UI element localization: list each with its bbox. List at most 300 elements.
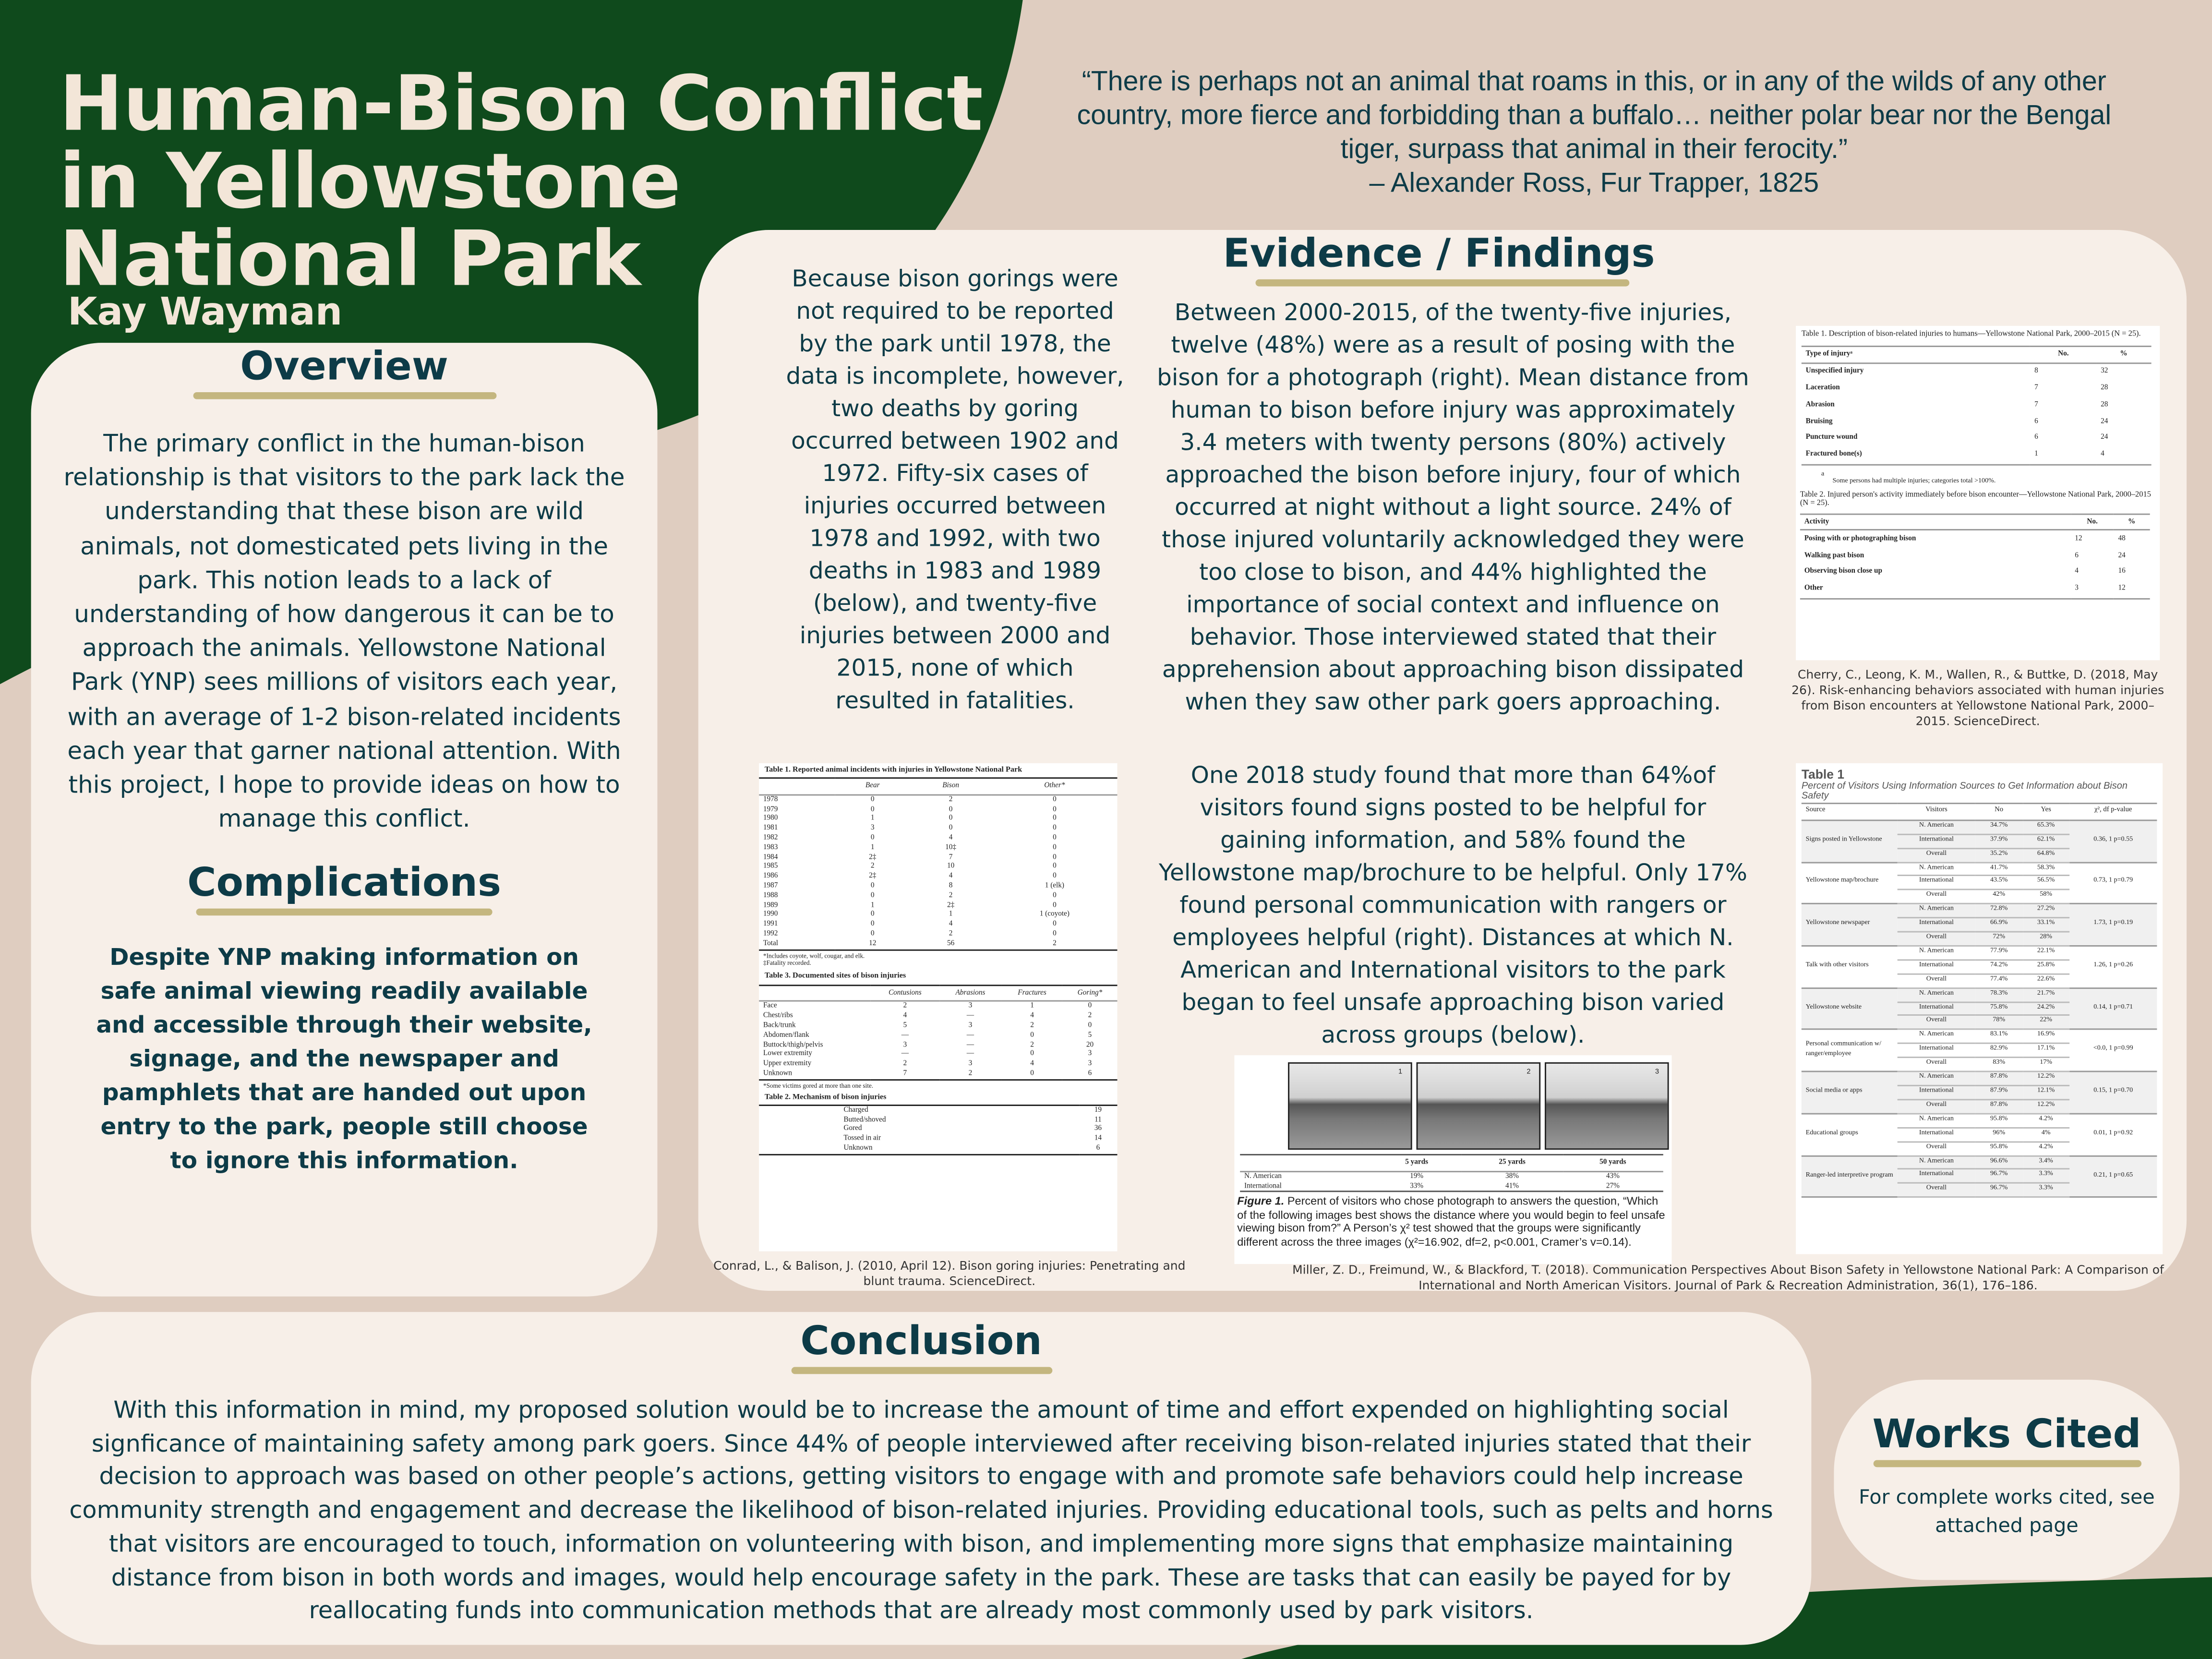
column-header bbox=[1240, 1154, 1371, 1171]
table-cell: 74.2% bbox=[1975, 960, 2022, 974]
header-row bbox=[759, 778, 1117, 795]
table-cell: 96% bbox=[1975, 1128, 2022, 1142]
column-header bbox=[759, 778, 835, 795]
table-cell: — bbox=[966, 1011, 974, 1021]
table-cell: Puncture wound bbox=[1805, 433, 1858, 443]
table-row bbox=[759, 1069, 1117, 1079]
table-cell: International bbox=[1898, 918, 1976, 932]
table-cell: 35.2% bbox=[1975, 848, 2022, 862]
table-title: Table 2. Injured person's activity immediately before bison encounter—Yellowstone National Park, 2000–2015 (N = 25). bbox=[1800, 490, 2151, 507]
table-note: *Includes coyote, wolf, cougar, and elk. bbox=[763, 951, 865, 959]
table-cell: 7 bbox=[2034, 384, 2038, 393]
column-header: No bbox=[1975, 804, 2022, 820]
table-cell: Overall bbox=[1898, 1058, 1976, 1071]
table-cell: 6 bbox=[2075, 551, 2079, 560]
table-cell: 24.2% bbox=[2022, 1002, 2069, 1016]
column-header: Type of injuryᵃ bbox=[1802, 346, 2030, 363]
stat-cell: 0.73, 1 p=0.79 bbox=[2069, 862, 2157, 904]
evidence-card bbox=[698, 230, 2187, 1294]
table-row bbox=[1802, 946, 2157, 960]
table-row bbox=[1800, 548, 2150, 565]
table-cell: 20 bbox=[1086, 1040, 1094, 1049]
quote-line: “There is perhaps not an animal that roams in this, or in any of the wilds of any other bbox=[1082, 66, 2106, 97]
table-label: Table 1 bbox=[1801, 767, 1845, 782]
table-row bbox=[759, 920, 1117, 930]
table-cell: 6 bbox=[2034, 433, 2038, 443]
table-cell: 12 bbox=[2075, 534, 2082, 543]
table-cell: Abrasion bbox=[1805, 400, 1835, 409]
source-cell: Educational groups bbox=[1802, 1114, 1898, 1155]
table-cell: Laceration bbox=[1805, 384, 1840, 393]
table-cell: 28 bbox=[2101, 384, 2108, 393]
table-cell: 2‡ bbox=[869, 853, 877, 862]
table-cell: 4 bbox=[949, 872, 953, 881]
header-row bbox=[1240, 1154, 1663, 1171]
table-row bbox=[1802, 397, 2151, 414]
table-cell: 83% bbox=[1975, 1058, 2022, 1071]
table-cell: Gored bbox=[843, 1125, 862, 1133]
table-title: Percent of Visitors Using Information Sources to Get Information about Bison Safety bbox=[1801, 781, 2128, 802]
table-cell: 6 bbox=[1096, 1144, 1100, 1153]
table-cell: Total bbox=[763, 939, 779, 948]
table-cell: 28 bbox=[2101, 400, 2108, 409]
table-cell: Overall bbox=[1898, 1142, 1976, 1155]
table-cell: Unspecified injury bbox=[1805, 367, 1864, 376]
stat-cell: 1.73, 1 p=0.19 bbox=[2069, 904, 2157, 946]
table-cell: 3 bbox=[968, 1002, 973, 1011]
table-note: ‡Fatality recorded. bbox=[763, 959, 811, 966]
bison-photo bbox=[1545, 1062, 1669, 1150]
table-cell: 7 bbox=[949, 853, 953, 862]
evidence-heading: Evidence / Findings bbox=[1223, 230, 1655, 277]
column-header: Source bbox=[1802, 804, 1898, 820]
source-cell: Yellowstone website bbox=[1802, 988, 1898, 1030]
table-cell: 66.9% bbox=[1975, 918, 2022, 932]
table-cell: 2 bbox=[949, 891, 953, 900]
table-row bbox=[759, 843, 1117, 853]
table-cell: 3 bbox=[2075, 584, 2079, 593]
table-cell: 41.7% bbox=[1975, 862, 2022, 876]
table-cell: 82.9% bbox=[1975, 1044, 2022, 1058]
table-cell: 58% bbox=[2022, 890, 2069, 904]
table-cell: N. American bbox=[1898, 946, 1976, 960]
table-notes bbox=[759, 950, 1117, 967]
figure-caption bbox=[1234, 1192, 1671, 1249]
table-cell: 0 bbox=[870, 795, 875, 804]
table-cell: Unknown bbox=[763, 1069, 793, 1078]
table-cell: 0 bbox=[1053, 843, 1057, 852]
table-cell: 24 bbox=[2101, 417, 2108, 426]
table-cell: 37.9% bbox=[1975, 834, 2022, 848]
table-cell: 2 bbox=[1030, 1040, 1034, 1049]
column-header: Fractures bbox=[1002, 985, 1063, 1001]
table-cell: 48 bbox=[2118, 534, 2126, 543]
table-row bbox=[1802, 1155, 2157, 1169]
table-cell: — bbox=[901, 1050, 909, 1059]
table-cell: 96.6% bbox=[1975, 1155, 2022, 1169]
table-cell: 0 bbox=[870, 833, 875, 842]
table-cell: 0 bbox=[1030, 1069, 1034, 1078]
table-row bbox=[1802, 988, 2157, 1002]
table-row bbox=[759, 853, 1117, 863]
overview-text: The primary conflict in the human-bison relationship is that visitors to the park lack the understanding that these bison are wild animals, not domesticated pets living in the park. This notion leads to a lack of understanding of how dangerous it can be to approach the animals. Yellowstone National Park (YNP) sees millions of visitors each year, with an average of 1-2 bison-related incidents each year that garner national attention. With this project, I hope to provide ideas on how to manage this conflict. bbox=[63, 430, 625, 834]
table-cell: International bbox=[1898, 1169, 1976, 1183]
table-cell: 87.9% bbox=[1975, 1085, 2022, 1099]
table-row bbox=[1802, 820, 2157, 834]
caption-text: Percent of visitors who chose photograph to answers the question, “Which of the following images best shows the distance where you would begin to feel unsafe viewing bison from?” A Person’s χ² test showed that the groups were significantly different across the three images (χ²=16.902, df=2, p<0.001, Cramer’s v=0.14). bbox=[1237, 1195, 1665, 1249]
table-cell: 1 bbox=[2034, 450, 2038, 459]
table-cell: Abdomen/flank bbox=[763, 1031, 809, 1040]
table-row bbox=[759, 891, 1117, 901]
table-cell: 0 bbox=[870, 920, 875, 929]
table-cell: Overall bbox=[1898, 1183, 1976, 1197]
table-cell: 21.7% bbox=[2022, 988, 2069, 1002]
table-cell: 0 bbox=[1053, 920, 1057, 929]
table-cell: 14 bbox=[1094, 1134, 1102, 1143]
table-cell: 0 bbox=[949, 824, 953, 833]
table-cell: 6 bbox=[2034, 417, 2038, 426]
table-cell: Bruising bbox=[1805, 417, 1833, 426]
table-cell: 5 bbox=[1088, 1031, 1092, 1040]
table-cell: 0 bbox=[870, 929, 875, 938]
table-cell: 43% bbox=[1606, 1172, 1620, 1181]
table-cell: 2 bbox=[968, 1069, 973, 1078]
table-cell: 1978 bbox=[763, 795, 778, 804]
table-cell: Posing with or photographing bison bbox=[1804, 534, 1916, 543]
table-note: *Some victims gored at more than one site. bbox=[763, 1082, 874, 1089]
table-cell: 62.1% bbox=[2022, 834, 2069, 848]
table-cell: Observing bison close up bbox=[1804, 567, 1882, 577]
table-row bbox=[759, 1144, 1117, 1154]
table-row bbox=[759, 1125, 1117, 1134]
table-cell: 2 bbox=[1088, 1011, 1092, 1021]
table-cell: Butted/shoved bbox=[843, 1115, 886, 1124]
works-cited-heading: Works Cited bbox=[1872, 1410, 2141, 1457]
table-cell: N. American bbox=[1898, 1030, 1976, 1044]
overview-heading: Overview bbox=[240, 343, 448, 390]
column-header: Goring* bbox=[1062, 985, 1117, 1001]
table-row bbox=[759, 1134, 1117, 1144]
table-cell: International bbox=[1898, 834, 1976, 848]
table-cell: Fractured bone(s) bbox=[1805, 450, 1862, 459]
table-cell: 4 bbox=[949, 920, 953, 929]
quote bbox=[987, 65, 2200, 200]
table-cell: 32 bbox=[2101, 367, 2108, 376]
source-cell: Ranger-led interpretive program bbox=[1802, 1155, 1898, 1197]
table-cell: N. American bbox=[1898, 1155, 1976, 1169]
table-cell: Back/trunk bbox=[763, 1021, 796, 1030]
table-cell: 64.8% bbox=[2022, 848, 2069, 862]
injury-mechanism-table bbox=[759, 1104, 1117, 1155]
table-cell: 1981 bbox=[763, 824, 778, 833]
table-cell: Buttock/thigh/pelvis bbox=[763, 1040, 823, 1049]
table-cell: 41% bbox=[1505, 1181, 1519, 1190]
works-cited-card bbox=[1834, 1380, 2179, 1580]
table-row bbox=[1802, 380, 2151, 397]
table-row bbox=[759, 794, 1117, 805]
table-cell: 17.1% bbox=[2022, 1044, 2069, 1058]
table-cell: 0 bbox=[1030, 1031, 1034, 1040]
conrad-citation: Conrad, L., & Balison, J. (2010, April 12). Bison goring injuries: Penetrating and blunt trauma. ScienceDirect. bbox=[713, 1260, 1186, 1290]
table-cell: 0 bbox=[1030, 1050, 1034, 1059]
table-cell: 1988 bbox=[763, 891, 778, 900]
table-row bbox=[1802, 1071, 2157, 1085]
column-header: No. bbox=[2070, 514, 2114, 530]
table-cell: 1979 bbox=[763, 805, 778, 814]
table-cell: 2 bbox=[903, 1059, 907, 1069]
table-cell: 8 bbox=[949, 881, 953, 890]
table-cell: 3 bbox=[968, 1021, 973, 1030]
column-header bbox=[759, 985, 871, 1001]
table-cell: 27% bbox=[1606, 1181, 1620, 1190]
table-cell: 0 bbox=[949, 805, 953, 814]
table-cell: Chest/ribs bbox=[763, 1011, 793, 1021]
table-cell: 25.8% bbox=[2022, 960, 2069, 974]
table-cell: 3.4% bbox=[2022, 1155, 2069, 1169]
table-cell: International bbox=[1898, 1085, 1976, 1099]
table-cell: 34.7% bbox=[1975, 820, 2022, 834]
table-cell: 0 bbox=[1053, 862, 1057, 871]
injury-sites-table bbox=[759, 984, 1117, 1080]
table-cell: 2‡ bbox=[869, 872, 877, 881]
table-row bbox=[759, 1050, 1117, 1059]
table-cell: 19% bbox=[1410, 1172, 1424, 1181]
table-cell: 0 bbox=[1053, 901, 1057, 910]
header-row bbox=[759, 985, 1117, 1001]
table-cell: International bbox=[1898, 876, 1976, 890]
table-row bbox=[759, 1059, 1117, 1069]
table-cell: 0 bbox=[1088, 1021, 1092, 1030]
table-cell: — bbox=[966, 1031, 974, 1040]
table-cell: 12 bbox=[2118, 584, 2126, 593]
table-cell: 2 bbox=[949, 929, 953, 938]
table-cell: 77.9% bbox=[1975, 946, 2022, 960]
table-row bbox=[759, 1040, 1117, 1050]
table-cell: 12 bbox=[869, 939, 877, 948]
caption-label: Figure 1. bbox=[1237, 1195, 1285, 1208]
table-cell: 4 bbox=[2101, 450, 2104, 459]
quote-attribution: – Alexander Ross, Fur Trapper, 1825 bbox=[1369, 168, 1819, 199]
stat-cell: 0.15, 1 p=0.70 bbox=[2069, 1071, 2157, 1113]
table-cell: Other bbox=[1804, 584, 1823, 593]
table-cell: 0 bbox=[1053, 833, 1057, 842]
table-cell: 6 bbox=[1088, 1069, 1092, 1078]
table-cell: 1 bbox=[870, 814, 875, 823]
table-cell: 0 bbox=[870, 910, 875, 919]
table-row bbox=[759, 1001, 1117, 1011]
table-cell: Walking past bison bbox=[1804, 551, 1864, 560]
table-row bbox=[759, 901, 1117, 911]
table-cell: — bbox=[966, 1050, 974, 1059]
table-cell: 0 bbox=[870, 891, 875, 900]
table-cell: 95.8% bbox=[1975, 1114, 2022, 1128]
table-row bbox=[759, 805, 1117, 815]
animal-incidents-table bbox=[759, 777, 1117, 950]
table-row bbox=[759, 930, 1117, 939]
table-cell: Overall bbox=[1898, 890, 1976, 904]
table-row bbox=[759, 939, 1117, 949]
bison-photo bbox=[1417, 1062, 1541, 1150]
table-cell: — bbox=[901, 1031, 909, 1040]
table-cell: 33% bbox=[1410, 1181, 1424, 1190]
quote-line: country, more fierce and forbidding than a buffalo… neither polar bear nor the Bengal bbox=[1077, 100, 2112, 132]
table-row bbox=[759, 882, 1117, 891]
table-cell: 75.8% bbox=[1975, 1002, 2022, 1016]
table-row bbox=[1240, 1171, 1663, 1181]
injury-types-table bbox=[1802, 346, 2151, 465]
source-cell: Yellowstone newspaper bbox=[1802, 904, 1898, 946]
stat-cell: 0.21, 1 p=0.65 bbox=[2069, 1155, 2157, 1197]
table-row bbox=[1802, 1114, 2157, 1128]
table-row bbox=[1802, 1030, 2157, 1044]
table-cell: N. American bbox=[1244, 1172, 1282, 1181]
heading-underline bbox=[192, 392, 496, 399]
column-header: Contusions bbox=[871, 985, 939, 1001]
title-line: in Yellowstone bbox=[59, 137, 681, 226]
heading-underline bbox=[1873, 1460, 2140, 1467]
column-header: % bbox=[2096, 346, 2151, 363]
table-cell: N. American bbox=[1898, 820, 1976, 834]
title-line: Human-Bison Conflict bbox=[59, 59, 984, 148]
table-cell: 4.2% bbox=[2022, 1142, 2069, 1155]
header-row bbox=[1800, 514, 2150, 530]
table-cell: N. American bbox=[1898, 904, 1976, 918]
table-cell: 17% bbox=[2022, 1058, 2069, 1071]
table-row bbox=[1800, 564, 2150, 581]
table-cell: 95.8% bbox=[1975, 1142, 2022, 1155]
distance-table bbox=[1240, 1154, 1663, 1192]
table-cell: Lower extremity bbox=[763, 1050, 812, 1059]
table-row bbox=[759, 911, 1117, 920]
table-title: Table 1. Description of bison-related injuries to humans—Yellowstone National Park, 2000–2015 (N = 25). bbox=[1801, 330, 2141, 339]
table-cell: Overall bbox=[1898, 1100, 1976, 1114]
table-cell: 0 bbox=[1053, 929, 1057, 938]
table-cell: 3 bbox=[968, 1059, 973, 1069]
table-cell: 4% bbox=[2022, 1128, 2069, 1142]
table-cell: 65.3% bbox=[2022, 820, 2069, 834]
table-cell: 22% bbox=[2022, 1016, 2069, 1030]
table-cell: 3.3% bbox=[2022, 1169, 2069, 1183]
note-mark: a bbox=[1821, 470, 1825, 478]
table-cell: 0 bbox=[1053, 891, 1057, 900]
table-cell: 2‡ bbox=[947, 901, 955, 910]
table-row bbox=[759, 815, 1117, 824]
cherry-citation: Cherry, C., Leong, K. M., Wallen, R., & Buttke, D. (2018, May 26). Risk-enhancing behaviors associated with human injuries from Bison encounters at Yellowstone National Park, 2000–2015. ScienceDirect. bbox=[1791, 668, 2164, 730]
table-cell: 3 bbox=[1088, 1050, 1092, 1059]
table-cell: 78% bbox=[1975, 1016, 2022, 1030]
table-cell: 22.6% bbox=[2022, 974, 2069, 988]
table-cell: N. American bbox=[1898, 1114, 1976, 1128]
table-cell: 4 bbox=[903, 1011, 907, 1021]
table-cell: 0 bbox=[1053, 805, 1057, 814]
table-row bbox=[759, 824, 1117, 834]
source-cell: Social media or apps bbox=[1802, 1071, 1898, 1113]
table-cell: 1990 bbox=[763, 910, 778, 919]
table-cell: 12.2% bbox=[2022, 1071, 2069, 1085]
miller-citation: Miller, Z. D., Freimund, W., & Blackford, T. (2018). Communication Perspectives About Bison Safety in Yellowstone National Park: A Comparison of International and North American Visitors. Journal of Park & Recreation Administration, 36(1), 176–186. bbox=[1292, 1264, 2164, 1294]
table-title: Table 1. Reported animal incidents with injuries in Yellowstone National Park bbox=[764, 766, 1022, 775]
table-cell: 3 bbox=[870, 824, 875, 833]
photo-number: 1 bbox=[1398, 1068, 1403, 1077]
table-cell: 4 bbox=[2075, 567, 2079, 577]
table-cell: 0 bbox=[1053, 824, 1057, 833]
conclusion-card bbox=[31, 1312, 1812, 1645]
works-cited-text: For complete works cited, see attached page bbox=[1859, 1487, 2155, 1538]
table-cell: 28% bbox=[2022, 932, 2069, 946]
table-row bbox=[1802, 430, 2151, 447]
table-cell: 72% bbox=[1975, 932, 2022, 946]
table-cell: 77.4% bbox=[1975, 974, 2022, 988]
table-cell: 10 bbox=[947, 862, 955, 871]
table-cell: 72.8% bbox=[1975, 904, 2022, 918]
table-cell: 22.1% bbox=[2022, 946, 2069, 960]
table-row bbox=[1802, 363, 2151, 380]
stat-cell: 0.36, 1 p=0.55 bbox=[2069, 820, 2157, 862]
table-cell: Face bbox=[763, 1002, 777, 1011]
table-cell: 1 bbox=[870, 843, 875, 852]
table-row bbox=[1802, 414, 2151, 431]
table-cell: 42% bbox=[1975, 890, 2022, 904]
column-header: Activity bbox=[1800, 514, 2071, 530]
table-row bbox=[759, 1105, 1117, 1115]
table-cell: 33.1% bbox=[2022, 918, 2069, 932]
source-cell: Signs posted in Yellowstone bbox=[1802, 820, 1898, 862]
column-header: 5 yards bbox=[1371, 1154, 1462, 1171]
table-cell: 0 bbox=[870, 805, 875, 814]
table-cell: 1 bbox=[1030, 1002, 1034, 1011]
table-cell: International bbox=[1244, 1181, 1282, 1190]
table-cell: 56.5% bbox=[2022, 876, 2069, 890]
table-cell: 16 bbox=[2118, 567, 2126, 577]
table-row bbox=[1240, 1182, 1663, 1192]
table-row bbox=[1802, 862, 2157, 876]
table-cell: 1984 bbox=[763, 853, 778, 862]
table-cell: 3 bbox=[903, 1040, 907, 1049]
table-cell: 1986 bbox=[763, 872, 778, 881]
table-cell: 0 bbox=[949, 814, 953, 823]
table-cell: 87.8% bbox=[1975, 1071, 2022, 1085]
overview-card bbox=[31, 343, 658, 1297]
table-title: Table 3. Documented sites of bison injuries bbox=[764, 971, 906, 980]
source-cell: Yellowstone map/brochure bbox=[1802, 862, 1898, 904]
table-row bbox=[759, 872, 1117, 882]
column-header: χ², df p-value bbox=[2069, 804, 2157, 820]
conrad-tables-figure bbox=[759, 763, 1117, 1251]
photo-number: 3 bbox=[1655, 1068, 1659, 1077]
column-header: Visitors bbox=[1898, 804, 1976, 820]
table-cell: 24 bbox=[2118, 551, 2126, 560]
evidence-col2-text: Between 2000-2015, of the twenty-five injuries, twelve (48%) were as a result of posing with the bison for a photograph (right). Mean distance from human to bison before injury was approximately 3.4 meters with twenty persons (80%) actively approached the bison before injury, four of which occurred at night without a light source. 24% of those injured voluntarily acknowledged they were too close to bison, and 44% highlighted the importance of social context and influence on behavior. Those interviewed stated that their apprehension about approaching bison dissipated when they saw other park goers approaching. bbox=[1157, 299, 1749, 715]
table-cell: 4 bbox=[1030, 1011, 1034, 1021]
column-header: Yes bbox=[2022, 804, 2069, 820]
table-cell: 3.3% bbox=[2022, 1183, 2069, 1197]
table-cell: 78.3% bbox=[1975, 988, 2022, 1002]
table-cell: 27.2% bbox=[2022, 904, 2069, 918]
heading-underline bbox=[196, 909, 492, 916]
table-cell: Tossed in air bbox=[843, 1134, 881, 1143]
info-sources-table bbox=[1802, 803, 2157, 1198]
table-cell: 12.1% bbox=[2022, 1085, 2069, 1099]
table-cell: 0 bbox=[1053, 814, 1057, 823]
table-cell: 1 (elk) bbox=[1045, 881, 1064, 890]
table-cell: 2 bbox=[870, 862, 875, 871]
photo-row bbox=[1288, 1062, 1671, 1150]
stat-cell: <0.0, 1 p=0.99 bbox=[2069, 1030, 2157, 1071]
stat-cell: 1.26, 1 p=0.26 bbox=[2069, 946, 2157, 987]
table-row bbox=[759, 1012, 1117, 1022]
table-row bbox=[1802, 447, 2151, 464]
table-cell: 96.7% bbox=[1975, 1183, 2022, 1197]
